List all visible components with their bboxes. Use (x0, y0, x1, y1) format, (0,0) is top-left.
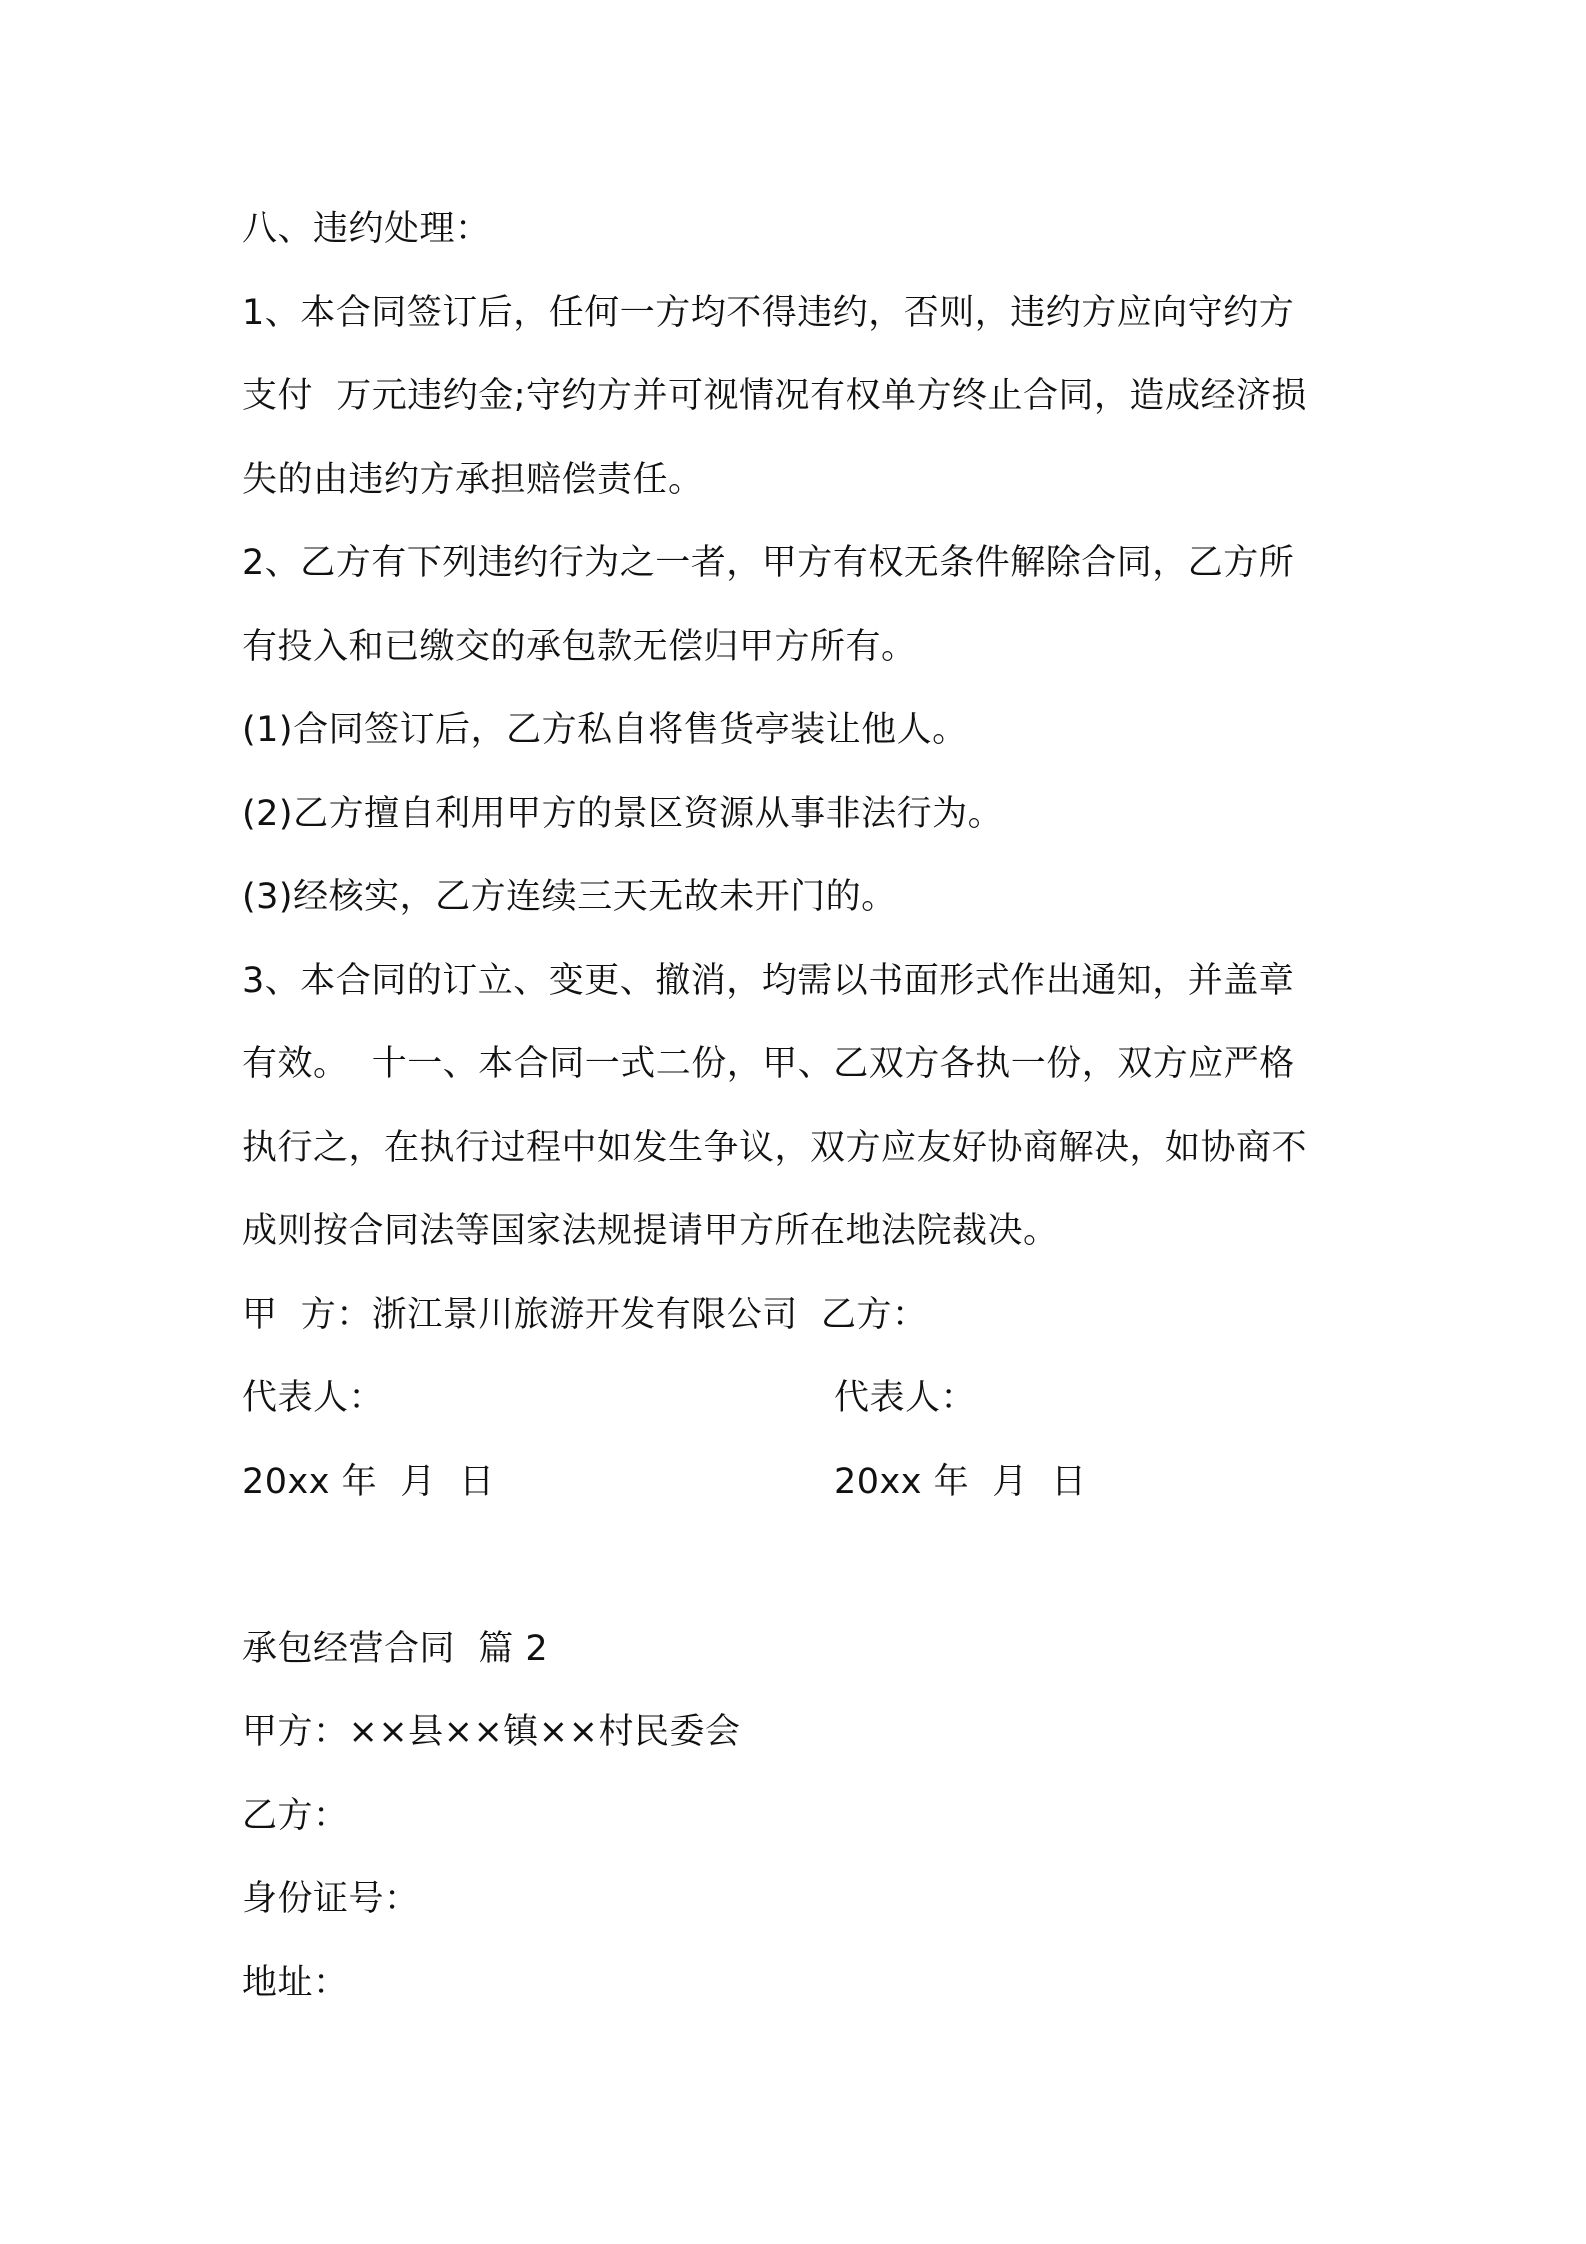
second-contract-id-number: 身份证号： (242, 1879, 420, 1919)
section-title: 八、违约处理： (242, 209, 491, 249)
representative-a: 代表人： (242, 1378, 385, 1418)
second-contract-party-a: 甲方：××县××镇××村民委会 (242, 1712, 741, 1752)
second-contract-party-b: 乙方： (242, 1796, 349, 1836)
second-contract-title: 承包经营合同 篇 2 (242, 1629, 549, 1669)
clause-1-line-3: 失的由违约方承担赔偿责任。 (242, 460, 704, 500)
second-contract-address: 地址： (242, 1963, 349, 2003)
clause-1-line-1: 1、本合同签订后，任何一方均不得违约，否则，违约方应向守约方 (242, 293, 1295, 333)
clause-3-line-3: 执行之，在执行过程中如发生争议，双方应友好协商解决，如协商不 (242, 1128, 1308, 1168)
violation-item-1: (1)合同签订后，乙方私自将售货亭装让他人。 (242, 710, 968, 750)
violation-item-2: (2)乙方擅自利用甲方的景区资源从事非法行为。 (242, 794, 1004, 834)
clause-3-line-2: 有效。 十一、本合同一式二份，甲、乙双方各执一份，双方应严格 (242, 1044, 1295, 1084)
party-a-signature-line: 甲 方：浙江景川旅游开发有限公司 乙方： (242, 1295, 928, 1335)
clause-2-line-2: 有投入和已缴交的承包款无偿归甲方所有。 (242, 627, 917, 667)
clause-2-line-1: 2、乙方有下列违约行为之一者，甲方有权无条件解除合同，乙方所 (242, 543, 1295, 583)
date-a: 20xx 年 月 日 (242, 1462, 495, 1502)
clause-3-line-4: 成则按合同法等国家法规提请甲方所在地法院裁决。 (242, 1211, 1059, 1251)
violation-item-3: (3)经核实，乙方连续三天无故未开门的。 (242, 877, 897, 917)
representative-b: 代表人： (834, 1378, 977, 1418)
clause-1-line-2: 支付 万元违约金;守约方并可视情况有权单方终止合同，造成经济损 (242, 376, 1308, 416)
clause-3-line-1: 3、本合同的订立、变更、撤消，均需以书面形式作出通知，并盖章 (242, 961, 1295, 1001)
date-b: 20xx 年 月 日 (834, 1462, 1087, 1502)
